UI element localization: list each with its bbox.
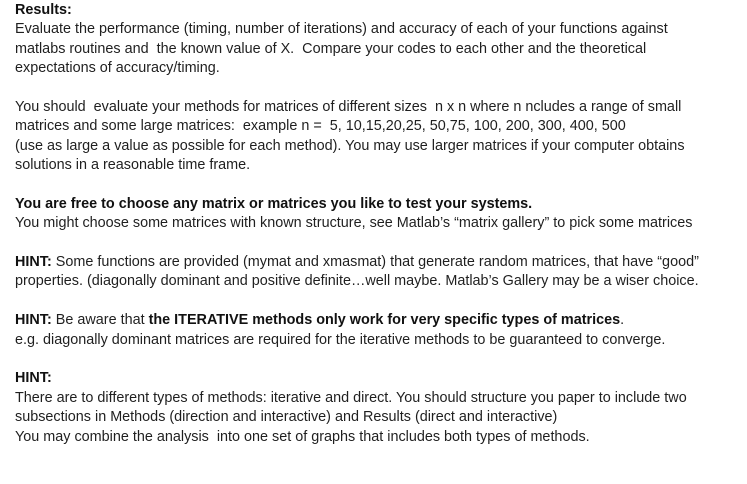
results-line-3: expectations of accuracy/timing. — [15, 60, 220, 77]
hint2-pre: Be aware that — [51, 312, 149, 329]
results-heading: Results: — [15, 2, 72, 18]
hint2-line-1 — [15, 311, 740, 330]
sizes-line-3: (use as large a value as possible for each method). You may use larger matrices if your computer obtains — [15, 137, 685, 154]
sizes-line-4: solutions in a reasonable time frame. — [15, 157, 251, 174]
hint3-line-3: You may combine the analysis into one set of graphs that includes both types of methods. — [15, 428, 590, 445]
document-body — [15, 1, 740, 447]
hint2-emphasis: the ITERATIVE methods only work for very specific types of matrices — [148, 312, 621, 329]
sizes-line-1: You should evaluate your methods for matrices of different sizes n x n where n ncludes a range of small — [15, 98, 682, 115]
hint1-label: HINT: — [15, 254, 52, 271]
results-line-1: Evaluate the performance (timing, number of iterations) and accuracy of each of your functions against — [15, 21, 668, 38]
hint1-line-1 — [15, 253, 740, 272]
sizes-line-2: matrices and some large matrices: example n = 5, 10,15,20,25, 50,75, 100, 200, 300, 400, 500 — [15, 118, 626, 135]
hint3-label: HINT: — [15, 370, 52, 387]
paragraph-gap — [15, 350, 740, 369]
paragraph-gap — [15, 79, 740, 98]
hint3-line-2: subsections in Methods (direction and interactive) and Results (direct and interactive) — [15, 409, 558, 426]
hint1-text: Some functions are provided (mymat and xmasmat) that generate random matrices, that have “good” — [51, 254, 699, 271]
hint2-post: . — [620, 312, 625, 329]
choice-line: You might choose some matrices with known structure, see Matlab’s “matrix gallery” to pick some matrices — [15, 215, 693, 232]
hint2-label: HINT: — [15, 312, 52, 329]
choice-bold-line: You are free to choose any matrix or matrices you like to test your systems. — [15, 195, 533, 212]
paragraph-gap — [15, 292, 740, 311]
hint2-line-2: e.g. diagonally dominant matrices are required for the iterative methods to be guaranteed to converge. — [15, 331, 666, 348]
hint3-line-1: There are to different types of methods: iterative and direct. You should structure you paper to include two — [15, 389, 687, 406]
results-line-2: matlabs routines and the known value of X. Compare your codes to each other and the theoretical — [15, 40, 647, 57]
hint1-line-2: properties. (diagonally dominant and positive definite…well maybe. Matlab’s Gallery may be a wiser choice. — [15, 273, 699, 290]
paragraph-gap — [15, 176, 740, 195]
paragraph-gap — [15, 234, 740, 253]
